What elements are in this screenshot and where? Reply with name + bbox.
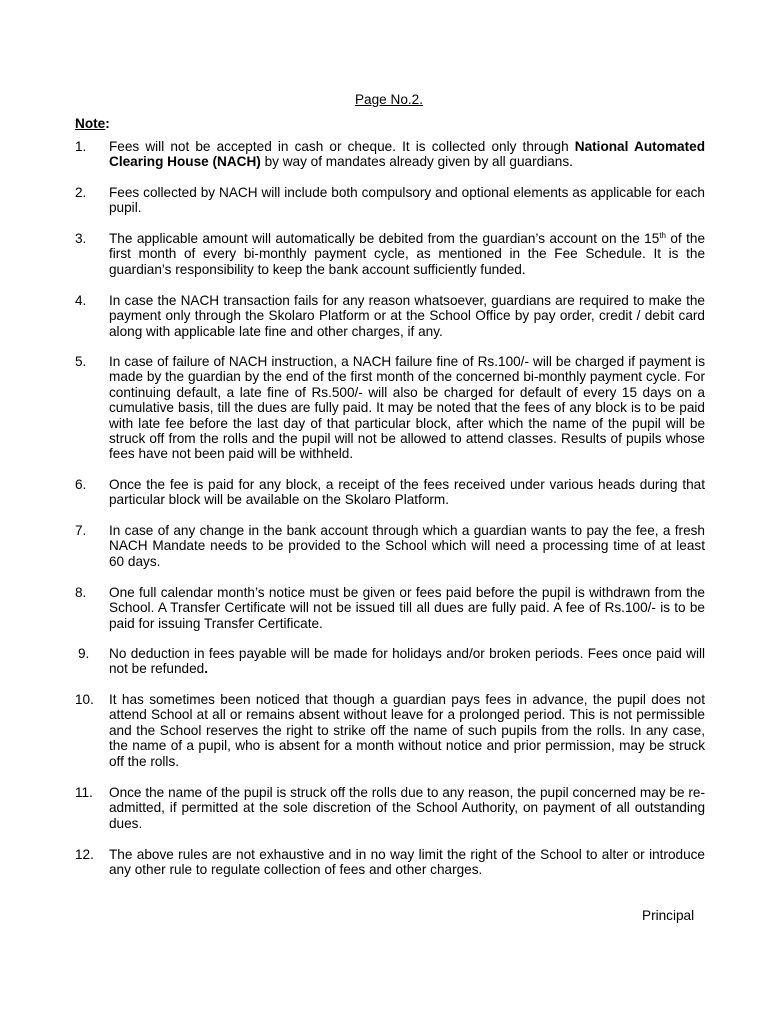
item-text: The above rules are not exhaustive and in no way limit the right of the School to alter or introduce any other rule to regulate collection of fees and other charges. — [109, 847, 705, 878]
note-heading — [75, 116, 110, 131]
item-text-bold: National Automated Clearing House (NACH) — [109, 139, 705, 170]
list-item — [75, 231, 705, 277]
note-colon: : — [105, 116, 110, 131]
item-text-part: by way of mandates already given by all guardians. — [260, 154, 573, 170]
list-item — [75, 692, 705, 769]
item-text — [109, 139, 705, 170]
item-number: 9. — [78, 646, 90, 661]
item-number: 8. — [75, 585, 87, 600]
item-number: 4. — [75, 293, 87, 308]
item-number: 7. — [75, 523, 87, 538]
item-number: 3. — [75, 231, 87, 246]
item-text-part: The applicable amount will automatically be debited from the guardian’s account on the 15 — [109, 231, 660, 246]
item-number: 6. — [75, 477, 87, 492]
item-number: 2. — [75, 185, 87, 200]
item-text-part: of the first month of every bi-monthly payment cycle, as mentioned in the Fee Schedule. It is the guardian’s responsibility to keep the bank account sufficiently funded. — [109, 231, 705, 277]
item-text: One full calendar month’s notice must be given or fees paid before the pupil is withdrawn from the School. A Transfer Certificate will not be issued till all dues are fully paid. A fee of Rs.100/- is to be paid for issuing Transfer Certificate. — [109, 585, 705, 631]
item-text — [109, 646, 705, 677]
item-number: 11. — [75, 785, 93, 800]
item-number: 12. — [75, 847, 94, 862]
list-item — [75, 523, 705, 569]
item-text: In case the NACH transaction fails for any reason whatsoever, guardians are required to make the payment only through the Skolaro Platform or at the School Office by pay order, credit / debit card along with applicable late fine and other charges, if any. — [109, 293, 705, 339]
item-number: 1. — [75, 139, 87, 154]
item-text-sup: th — [659, 231, 666, 240]
item-text: In case of any change in the bank account through which a guardian wants to pay the fee, a fresh NACH Mandate needs to be provided to the School which will need a processing time of at least 60 days. — [109, 523, 705, 569]
list-item — [75, 847, 705, 878]
item-number: 5. — [75, 354, 87, 369]
list-item — [75, 585, 705, 631]
list-item — [75, 139, 705, 170]
list-item — [75, 293, 705, 339]
item-text: Once the name of the pupil is struck off the rolls due to any reason, the pupil concerned may be re-admitted, if permitted at the sole discretion of the School Authority, on payment of all outstanding dues. — [109, 785, 705, 831]
item-text: In case of failure of NACH instruction, a NACH failure fine of Rs.100/- will be charged if payment is made by the guardian by the end of the first month of the concerned bi-monthly payment cycle. For continuing default, a late fine of Rs.500/- will also be charged for default of every 15 days on a cumulative basis, till the dues are fully paid. It may be noted that the fees of any block is to be paid with late fee before the last day of that particular block, after which the name of the pupil will be struck off from the rolls and the pupil will not be allowed to attend classes. Results of pupils whose fees have not been paid will be withheld. — [109, 354, 705, 462]
item-text: Fees collected by NACH will include both compulsory and optional elements as applicable for each pupil. — [109, 185, 705, 216]
item-text-bold: . — [204, 661, 209, 677]
item-text: Once the fee is paid for any block, a receipt of the fees received under various heads during that particular block will be available on the Skolaro Platform. — [109, 477, 705, 508]
item-text — [109, 231, 705, 277]
principal-signature: Principal — [642, 908, 695, 923]
item-text-part: No deduction in fees payable will be made for holidays and/or broken periods. Fees once paid will not be refunded — [109, 646, 705, 677]
item-text: It has sometimes been noticed that though a guardian pays fees in advance, the pupil does not attend School at all or remains absent without leave for a prolonged period. This is not permissible and the School reserves the right to strike off the name of such pupils from the rolls. In any case, the name of a pupil, who is absent for a month without notice and prior permission, may be struck off the rolls. — [109, 692, 705, 769]
item-text-part: Fees will not be accepted in cash or cheque. It is collected only through — [109, 139, 575, 154]
list-item — [75, 646, 705, 677]
note-title: Note — [75, 116, 106, 131]
list-item — [75, 477, 705, 508]
list-item — [75, 785, 705, 831]
item-number: 10. — [75, 692, 94, 707]
list-item — [75, 185, 705, 216]
page-number: Page No.2. — [354, 92, 423, 107]
list-item — [75, 354, 705, 462]
